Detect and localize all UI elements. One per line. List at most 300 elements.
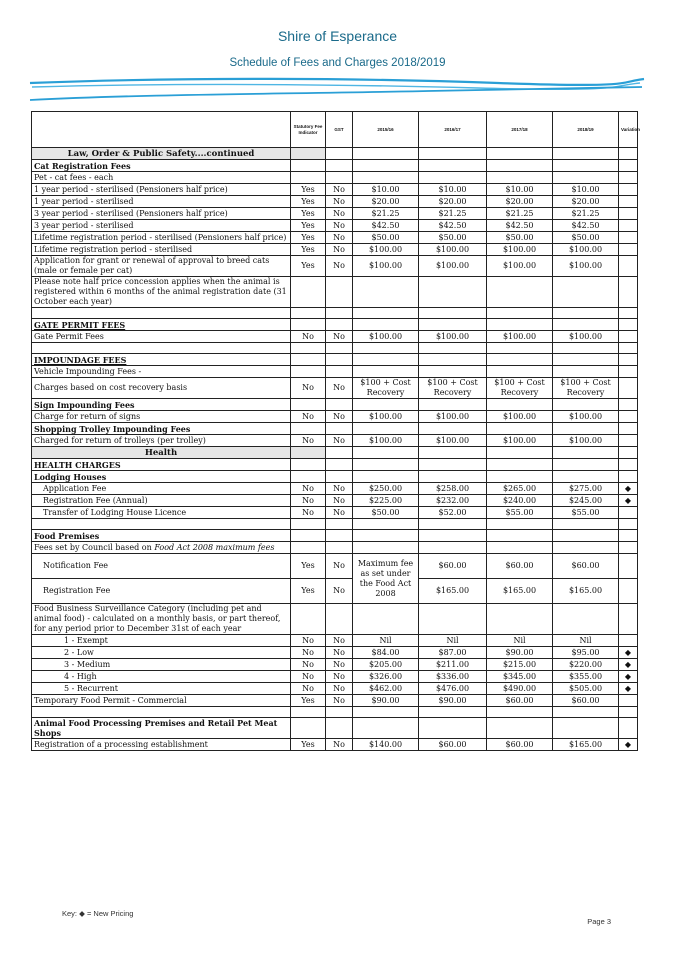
fee-description: Animal Food Processing Premises and Retail Pet Meat Shops: [32, 718, 291, 739]
gst-cell: [326, 319, 353, 331]
variation-cell: [619, 411, 638, 423]
statutory-cell: [291, 172, 326, 184]
gst-cell: [326, 604, 353, 635]
table-row: [32, 196, 638, 208]
fee-2018-19-cell: $60.00: [553, 695, 619, 707]
group-heading-row: [32, 471, 638, 483]
gst-cell: No: [326, 635, 353, 647]
fee-description: Registration Fee: [32, 579, 291, 604]
fees-table: [31, 111, 641, 751]
fee-2016-17-cell: [419, 718, 487, 739]
gst-cell: No: [326, 208, 353, 220]
fee-2015-16-cell: [353, 277, 419, 308]
table-row: [32, 554, 638, 579]
gst-cell: No: [326, 331, 353, 343]
fee-2017-18-cell: Nil: [487, 635, 553, 647]
variation-cell: ◆: [619, 647, 638, 659]
fee-description: 3 year period - sterilised (Pensioners half price): [32, 208, 291, 220]
fee-2016-17-cell: $20.00: [419, 196, 487, 208]
statutory-cell: [291, 718, 326, 739]
variation-cell: ◆: [619, 671, 638, 683]
variation-cell: [619, 172, 638, 184]
fee-2015-16-cell: $326.00: [353, 671, 419, 683]
fee-description: [32, 542, 291, 554]
fee-description: Notification Fee: [32, 554, 291, 579]
fee-2017-18-cell: $21.25: [487, 208, 553, 220]
fee-description: [32, 343, 291, 354]
column-header-2017-18: 2017/18: [487, 112, 553, 148]
fee-2015-16-cell: Maximum fee as set under the Food Act 2008: [353, 554, 419, 604]
statutory-cell: No: [291, 635, 326, 647]
fee-2015-16-cell: Nil: [353, 635, 419, 647]
fee-2015-16-cell: [353, 718, 419, 739]
gst-cell: No: [326, 647, 353, 659]
statutory-cell: [291, 423, 326, 435]
gst-cell: No: [326, 411, 353, 423]
table-row: [32, 232, 638, 244]
variation-cell: [619, 148, 638, 160]
table-row: [32, 647, 638, 659]
fee-2016-17-cell: $100.00: [419, 256, 487, 277]
fee-2016-17-cell: $60.00: [419, 554, 487, 579]
statutory-cell: Yes: [291, 256, 326, 277]
spacer-row: [32, 707, 638, 718]
statutory-cell: [291, 343, 326, 354]
variation-cell: ◆: [619, 483, 638, 495]
fee-description: Charged for return of trolleys (per trolley): [32, 435, 291, 447]
table-row: [32, 331, 638, 343]
fee-2017-18-cell: [487, 308, 553, 319]
gst-cell: No: [326, 695, 353, 707]
fee-2015-16-cell: [353, 519, 419, 530]
variation-cell: [619, 542, 638, 554]
statutory-cell: Yes: [291, 232, 326, 244]
statutory-cell: No: [291, 483, 326, 495]
variation-cell: [619, 331, 638, 343]
fee-2017-18-cell: [487, 471, 553, 483]
fee-2016-17-cell: [419, 530, 487, 542]
fee-2016-17-cell: $10.00: [419, 184, 487, 196]
fee-2018-19-cell: $100.00: [553, 256, 619, 277]
variation-cell: [619, 256, 638, 277]
fee-2016-17-cell: [419, 148, 487, 160]
fee-2015-16-cell: $100.00: [353, 435, 419, 447]
table-header-row: [32, 112, 638, 148]
fee-2018-19-cell: [553, 471, 619, 483]
fee-2017-18-cell: [487, 542, 553, 554]
fee-2016-17-cell: [419, 471, 487, 483]
statutory-cell: [291, 399, 326, 411]
fee-2016-17-cell: [419, 277, 487, 308]
statutory-cell: No: [291, 331, 326, 343]
gst-cell: [326, 366, 353, 378]
fee-description: 3 - Medium: [32, 659, 291, 671]
fee-2018-19-cell: $505.00: [553, 683, 619, 695]
fee-2015-16-cell: [353, 604, 419, 635]
fee-2016-17-cell: $258.00: [419, 483, 487, 495]
variation-cell: [619, 579, 638, 604]
variation-cell: ◆: [619, 739, 638, 751]
statutory-cell: Yes: [291, 579, 326, 604]
variation-cell: [619, 707, 638, 718]
fee-2016-17-cell: $232.00: [419, 495, 487, 507]
gst-cell: [326, 354, 353, 366]
fee-2016-17-cell: [419, 172, 487, 184]
fee-2017-18-cell: [487, 366, 553, 378]
variation-cell: [619, 530, 638, 542]
fee-description: Application Fee: [32, 483, 291, 495]
variation-cell: [619, 308, 638, 319]
gst-cell: No: [326, 232, 353, 244]
fee-description: Charges based on cost recovery basis: [32, 378, 291, 399]
table-row: [32, 739, 638, 751]
fee-2018-19-cell: $100.00: [553, 331, 619, 343]
variation-cell: [619, 343, 638, 354]
fee-2016-17-cell: $100.00: [419, 411, 487, 423]
fee-2017-18-cell: $60.00: [487, 695, 553, 707]
fee-2018-19-cell: [553, 172, 619, 184]
fee-2018-19-cell: [553, 447, 619, 459]
table-row: [32, 366, 638, 378]
gst-cell: [326, 308, 353, 319]
table-row: [32, 277, 638, 308]
fee-description: Transfer of Lodging House Licence: [32, 507, 291, 519]
column-header-2015-16: 2015/16: [353, 112, 419, 148]
fee-2017-18-cell: [487, 718, 553, 739]
fee-2018-19-cell: $100.00: [553, 411, 619, 423]
table-row: [32, 604, 638, 635]
fee-2015-16-cell: $140.00: [353, 739, 419, 751]
fee-2015-16-cell: $225.00: [353, 495, 419, 507]
column-header-2016-17: 2016/17: [419, 112, 487, 148]
gst-cell: No: [326, 554, 353, 579]
fee-2015-16-cell: [353, 423, 419, 435]
table-row: [32, 208, 638, 220]
fee-2018-19-cell: [553, 148, 619, 160]
fee-2018-19-cell: [553, 343, 619, 354]
fee-description: HEALTH CHARGES: [32, 459, 291, 471]
fee-2016-17-cell: $100.00: [419, 331, 487, 343]
fee-2018-19-cell: [553, 519, 619, 530]
column-header-gst: GST: [326, 112, 353, 148]
fee-description: Gate Permit Fees: [32, 331, 291, 343]
heading-fill-cell: [291, 148, 326, 160]
fee-2018-19-cell: $165.00: [553, 739, 619, 751]
statutory-cell: No: [291, 647, 326, 659]
gst-cell: [326, 471, 353, 483]
fee-2018-19-cell: $20.00: [553, 196, 619, 208]
fee-2016-17-cell: $90.00: [419, 695, 487, 707]
table-row: [32, 378, 638, 399]
gst-cell: No: [326, 196, 353, 208]
fee-2017-18-cell: $100 + Cost Recovery: [487, 378, 553, 399]
fee-2017-18-cell: [487, 277, 553, 308]
fee-description: Law, Order & Public Safety....continued: [32, 148, 291, 160]
fee-2016-17-cell: $165.00: [419, 579, 487, 604]
gst-cell: No: [326, 435, 353, 447]
group-heading-row: [32, 459, 638, 471]
gst-cell: [326, 148, 353, 160]
fee-2016-17-cell: [419, 366, 487, 378]
heading-fill-cell: [291, 447, 326, 459]
fee-2017-18-cell: $215.00: [487, 659, 553, 671]
fee-2016-17-cell: Nil: [419, 635, 487, 647]
gst-cell: [326, 447, 353, 459]
fee-2015-16-cell: $20.00: [353, 196, 419, 208]
table-row: [32, 184, 638, 196]
fee-2016-17-cell: [419, 343, 487, 354]
fee-description-emphasis: Food Act 2008 maximum fees: [154, 542, 275, 552]
table-row: [32, 635, 638, 647]
fee-2017-18-cell: $60.00: [487, 554, 553, 579]
gst-cell: [326, 530, 353, 542]
fee-description: Sign Impounding Fees: [32, 399, 291, 411]
fee-2015-16-cell: $21.25: [353, 208, 419, 220]
fee-2018-19-cell: [553, 277, 619, 308]
fee-2018-19-cell: [553, 160, 619, 172]
gst-cell: [326, 718, 353, 739]
fee-2015-16-cell: [353, 172, 419, 184]
fee-description: 1 year period - sterilised: [32, 196, 291, 208]
fee-2017-18-cell: [487, 319, 553, 331]
page-number: Page 3: [587, 917, 611, 926]
group-heading-row: [32, 160, 638, 172]
gst-cell: [326, 399, 353, 411]
statutory-cell: [291, 354, 326, 366]
variation-cell: [619, 378, 638, 399]
variation-cell: [619, 604, 638, 635]
fee-2016-17-cell: $211.00: [419, 659, 487, 671]
statutory-cell: Yes: [291, 208, 326, 220]
fee-description: Temporary Food Permit - Commercial: [32, 695, 291, 707]
fee-2016-17-cell: [419, 354, 487, 366]
fee-2017-18-cell: $265.00: [487, 483, 553, 495]
spacer-row: [32, 308, 638, 319]
group-heading-row: [32, 319, 638, 331]
gst-cell: [326, 459, 353, 471]
fee-2015-16-cell: $100.00: [353, 331, 419, 343]
fee-2015-16-cell: $90.00: [353, 695, 419, 707]
group-heading-row: [32, 530, 638, 542]
gst-cell: No: [326, 378, 353, 399]
statutory-cell: [291, 604, 326, 635]
fee-2017-18-cell: [487, 530, 553, 542]
table-row: [32, 411, 638, 423]
gst-cell: No: [326, 220, 353, 232]
group-heading-row: [32, 399, 638, 411]
gst-cell: [326, 423, 353, 435]
fee-2017-18-cell: $20.00: [487, 196, 553, 208]
fee-2016-17-cell: $42.50: [419, 220, 487, 232]
fee-2018-19-cell: $355.00: [553, 671, 619, 683]
section-heading-row: [32, 447, 638, 459]
gst-cell: No: [326, 659, 353, 671]
statutory-cell: No: [291, 378, 326, 399]
variation-cell: [619, 366, 638, 378]
fee-2017-18-cell: [487, 707, 553, 718]
fee-2015-16-cell: $84.00: [353, 647, 419, 659]
fee-2015-16-cell: $462.00: [353, 683, 419, 695]
statutory-cell: [291, 530, 326, 542]
fee-2018-19-cell: [553, 399, 619, 411]
fee-2016-17-cell: $50.00: [419, 232, 487, 244]
header-wave-decoration: [28, 74, 648, 104]
statutory-cell: No: [291, 671, 326, 683]
statutory-cell: No: [291, 507, 326, 519]
fees-table-body: [32, 148, 638, 751]
fee-2018-19-cell: $50.00: [553, 232, 619, 244]
fee-description: Registration Fee (Annual): [32, 495, 291, 507]
fee-2015-16-cell: [353, 354, 419, 366]
statutory-cell: Yes: [291, 196, 326, 208]
fee-2016-17-cell: $336.00: [419, 671, 487, 683]
fee-description: Lodging Houses: [32, 471, 291, 483]
fee-2018-19-cell: [553, 354, 619, 366]
variation-cell: [619, 447, 638, 459]
variation-cell: ◆: [619, 659, 638, 671]
variation-cell: [619, 423, 638, 435]
fee-2017-18-cell: $100.00: [487, 331, 553, 343]
fee-2016-17-cell: $100 + Cost Recovery: [419, 378, 487, 399]
fee-2015-16-cell: [353, 308, 419, 319]
fee-2018-19-cell: $100.00: [553, 244, 619, 256]
gst-cell: No: [326, 483, 353, 495]
gst-cell: No: [326, 256, 353, 277]
variation-cell: [619, 519, 638, 530]
statutory-cell: Yes: [291, 739, 326, 751]
statutory-cell: No: [291, 683, 326, 695]
fee-description: Charge for return of signs: [32, 411, 291, 423]
fee-2015-16-cell: [353, 399, 419, 411]
fee-2016-17-cell: $476.00: [419, 683, 487, 695]
fee-description: Cat Registration Fees: [32, 160, 291, 172]
table-row: [32, 256, 638, 277]
fee-2018-19-cell: $60.00: [553, 554, 619, 579]
fee-2015-16-cell: $50.00: [353, 232, 419, 244]
statutory-cell: [291, 707, 326, 718]
group-heading-row: [32, 423, 638, 435]
fee-2015-16-cell: $100 + Cost Recovery: [353, 378, 419, 399]
fee-2017-18-cell: [487, 399, 553, 411]
variation-cell: [619, 354, 638, 366]
fee-description: Health: [32, 447, 291, 459]
fee-description: Food Premises: [32, 530, 291, 542]
table-row: [32, 507, 638, 519]
statutory-cell: No: [291, 659, 326, 671]
fee-description: GATE PERMIT FEES: [32, 319, 291, 331]
pricing-key: Key: ◆ = New Pricing: [62, 909, 134, 918]
fee-2016-17-cell: [419, 459, 487, 471]
variation-cell: [619, 319, 638, 331]
fee-description: Food Business Surveillance Category (including pet and animal food) - calculated on a monthly basis, or part thereof, for any period prior to December 31st of each year: [32, 604, 291, 635]
fee-2015-16-cell: [353, 148, 419, 160]
fee-2017-18-cell: $100.00: [487, 435, 553, 447]
statutory-cell: [291, 160, 326, 172]
variation-cell: [619, 554, 638, 579]
fee-2017-18-cell: $10.00: [487, 184, 553, 196]
statutory-cell: [291, 519, 326, 530]
table-row: [32, 695, 638, 707]
table-row: [32, 579, 638, 604]
statutory-cell: [291, 277, 326, 308]
variation-cell: [619, 277, 638, 308]
fee-2017-18-cell: [487, 423, 553, 435]
fee-2017-18-cell: $50.00: [487, 232, 553, 244]
statutory-cell: No: [291, 495, 326, 507]
fee-2016-17-cell: [419, 542, 487, 554]
gst-cell: No: [326, 739, 353, 751]
column-header: [32, 112, 291, 148]
fee-2018-19-cell: Nil: [553, 635, 619, 647]
fee-2015-16-cell: $50.00: [353, 507, 419, 519]
statutory-cell: [291, 366, 326, 378]
fee-2018-19-cell: [553, 366, 619, 378]
fee-2016-17-cell: [419, 423, 487, 435]
fee-2018-19-cell: $100 + Cost Recovery: [553, 378, 619, 399]
variation-cell: [619, 220, 638, 232]
fee-description: Shopping Trolley Impounding Fees: [32, 423, 291, 435]
fee-description: Registration of a processing establishment: [32, 739, 291, 751]
fee-2018-19-cell: [553, 459, 619, 471]
gst-cell: [326, 277, 353, 308]
fee-2015-16-cell: [353, 459, 419, 471]
statutory-cell: [291, 459, 326, 471]
fee-2016-17-cell: [419, 707, 487, 718]
fee-2017-18-cell: [487, 519, 553, 530]
statutory-cell: Yes: [291, 220, 326, 232]
fee-2016-17-cell: [419, 160, 487, 172]
fee-2017-18-cell: [487, 148, 553, 160]
fee-2016-17-cell: [419, 399, 487, 411]
fee-2016-17-cell: [419, 519, 487, 530]
variation-cell: [619, 184, 638, 196]
section-heading-row: [32, 148, 638, 160]
statutory-cell: [291, 471, 326, 483]
fee-2018-19-cell: $42.50: [553, 220, 619, 232]
table-row: [32, 495, 638, 507]
variation-cell: [619, 435, 638, 447]
fee-2018-19-cell: [553, 319, 619, 331]
variation-cell: [619, 459, 638, 471]
fee-2015-16-cell: $100.00: [353, 256, 419, 277]
fee-2018-19-cell: $95.00: [553, 647, 619, 659]
fee-2015-16-cell: $42.50: [353, 220, 419, 232]
fee-2016-17-cell: [419, 308, 487, 319]
table-row: [32, 542, 638, 554]
fee-2016-17-cell: $100.00: [419, 244, 487, 256]
fee-2018-19-cell: $220.00: [553, 659, 619, 671]
fee-description: [32, 707, 291, 718]
spacer-row: [32, 519, 638, 530]
variation-cell: [619, 471, 638, 483]
fee-description: 1 - Exempt: [32, 635, 291, 647]
statutory-cell: No: [291, 411, 326, 423]
fee-description: Please note half price concession applies when the animal is registered within 6 months of the animal registration date (31 October each year): [32, 277, 291, 308]
fee-2017-18-cell: [487, 354, 553, 366]
fee-2017-18-cell: $100.00: [487, 411, 553, 423]
gst-cell: [326, 542, 353, 554]
table-row: [32, 683, 638, 695]
fee-2017-18-cell: $165.00: [487, 579, 553, 604]
table-row: [32, 172, 638, 184]
column-header-variation: Variation: [619, 112, 638, 148]
fee-description: Lifetime registration period - sterilised: [32, 244, 291, 256]
gst-cell: No: [326, 495, 353, 507]
fee-2016-17-cell: [419, 604, 487, 635]
gst-cell: [326, 172, 353, 184]
fee-2018-19-cell: $275.00: [553, 483, 619, 495]
fee-description: 5 - Recurrent: [32, 683, 291, 695]
